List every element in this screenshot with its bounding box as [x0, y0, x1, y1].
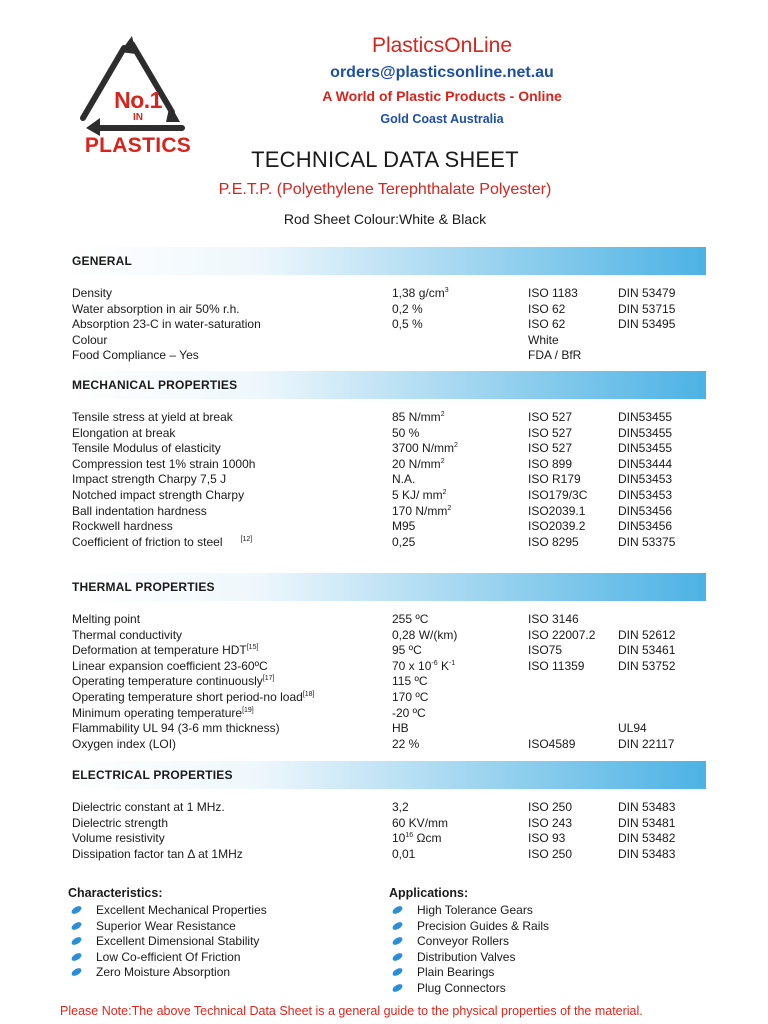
property-value-text: 10 [392, 831, 406, 846]
bullet-icon [391, 905, 404, 916]
property-row [66, 348, 706, 364]
list-items [389, 903, 689, 997]
property-value-text: 3,2 [392, 800, 409, 814]
property-value [392, 628, 457, 642]
list-item [389, 934, 689, 950]
property-name [72, 457, 255, 471]
material-name: P.E.T.P. (Polyethylene Terephthalate Polyester) [218, 181, 552, 198]
property-name-text: Notched impact strength Charpy [72, 487, 245, 502]
property-value [392, 441, 458, 455]
superscript: 3 [444, 287, 449, 294]
property-row [66, 286, 706, 302]
iso-standard: ISO 250 [528, 846, 573, 861]
property-value-text: 0,01 [392, 846, 416, 861]
property-row [66, 426, 706, 442]
property-name [72, 441, 221, 455]
iso-standard: ISO 527 [528, 410, 573, 424]
property-row [66, 410, 706, 426]
property-value-text: 255 ºC [392, 612, 429, 626]
property-name-text: Ball indentation hardness [72, 503, 207, 518]
din-standard: UL94 [618, 721, 647, 736]
din-standard: DIN 22117 [618, 736, 675, 751]
company-location: Gold Coast Australia [380, 112, 504, 126]
din-standard: DIN 53481 [618, 815, 676, 830]
bullet-icon [391, 936, 404, 947]
document-title: TECHNICAL DATA SHEET [251, 147, 519, 172]
din-standard: DIN53456 [618, 503, 673, 518]
property-value [392, 674, 428, 688]
iso-standard: ISO 527 [528, 425, 573, 440]
property-row [66, 317, 706, 333]
iso-standard: ISO 3146 [528, 612, 579, 626]
property-value [392, 816, 448, 830]
property-name [72, 317, 261, 331]
property-name-text: Dielectric constant at 1 MHz. [72, 800, 225, 814]
property-name [72, 721, 280, 735]
property-value-text: 0,28 W/(km) [392, 627, 458, 642]
property-value-text: 50 % [392, 425, 420, 440]
din-standard: DIN53453 [618, 472, 673, 487]
section-electrical [66, 761, 706, 862]
property-value-text: 60 KV/mm [392, 815, 449, 830]
property-value [392, 519, 415, 533]
property-name [72, 535, 252, 549]
list-item [68, 903, 368, 919]
list-item [389, 919, 689, 935]
property-name [72, 519, 173, 533]
property-name-text: Dielectric strength [72, 815, 169, 830]
property-row [66, 706, 706, 722]
section-header [66, 573, 706, 601]
property-name [72, 674, 274, 688]
property-row [66, 643, 706, 659]
list-item [68, 934, 368, 950]
property-name [72, 831, 165, 845]
property-name-text: Tensile Modulus of elasticity [72, 441, 221, 456]
property-row [66, 816, 706, 832]
din-standard: DIN 53495 [618, 317, 676, 332]
property-rows [66, 612, 706, 752]
material-variant: Rod Sheet Colour:White & Black [283, 211, 487, 227]
section-mechanical [66, 371, 706, 550]
property-name [72, 302, 240, 316]
list-item [68, 919, 368, 935]
property-value-text: 5 KJ/ mm [392, 487, 443, 502]
property-value-text: 85 N/mm [392, 410, 441, 424]
property-name [72, 690, 315, 704]
property-name-text: Tensile stress at yield at break [72, 410, 233, 424]
section-title: ELECTRICAL PROPERTIES [72, 768, 233, 782]
list-items [68, 903, 368, 981]
section-header [66, 247, 706, 275]
property-row [66, 333, 706, 349]
property-value [392, 612, 428, 626]
property-value [392, 643, 422, 657]
section-header [66, 761, 706, 789]
property-row [66, 302, 706, 318]
property-name [72, 333, 107, 347]
property-value [392, 847, 415, 861]
din-standard: DIN 53715 [618, 301, 676, 316]
section-title: GENERAL [72, 254, 133, 268]
property-row [66, 612, 706, 628]
bullet-icon [70, 936, 83, 947]
iso-standard: FDA / BfR [528, 348, 582, 363]
iso-standard: White [528, 332, 559, 347]
iso-standard: ISO 22007.2 [528, 627, 596, 642]
property-row [66, 441, 706, 457]
section-general [66, 247, 706, 364]
property-rows [66, 286, 706, 364]
property-value-text: 20 N/mm [392, 456, 441, 471]
property-row [66, 535, 706, 551]
property-value [392, 410, 445, 424]
din-standard: DIN53455 [618, 410, 673, 424]
characteristics-list [68, 886, 368, 981]
property-name [72, 737, 176, 751]
property-value [392, 706, 426, 720]
property-value-text: 95 ºC [392, 643, 422, 658]
superscript: 2 [454, 442, 458, 450]
bullet-icon [70, 920, 83, 931]
section-thermal [66, 573, 706, 752]
property-value-text: 0,2 % [392, 301, 423, 316]
property-name [72, 628, 182, 642]
property-value [392, 488, 447, 502]
superscript: [18] [302, 690, 315, 698]
property-value [392, 302, 423, 316]
iso-standard: ISO75 [528, 643, 563, 658]
property-value-text: 3700 N/mm [392, 441, 455, 456]
property-value-text: 1,38 g/cm [392, 286, 445, 300]
iso-standard: ISO R179 [528, 472, 581, 487]
superscript: 2 [440, 457, 445, 465]
iso-standard: ISO2039.1 [528, 503, 586, 518]
property-name-text: Water absorption in air 50% r.h. [72, 301, 240, 316]
din-standard: DIN 53375 [618, 534, 676, 549]
iso-standard: ISO2039.2 [528, 519, 586, 534]
property-value-text: 115 ºC [392, 674, 428, 689]
list-item-text: High Tolerance Gears [417, 903, 533, 917]
property-row [66, 847, 706, 863]
property-name-text: Flammability UL 94 (3-6 mm thickness) [72, 721, 280, 736]
iso-standard: ISO 93 [528, 831, 566, 846]
iso-standard: ISO 899 [528, 456, 573, 471]
iso-standard: ISO 1183 [528, 286, 578, 300]
superscript: 16 [405, 832, 414, 840]
list-item-text: Zero Moisture Absorption [96, 965, 231, 980]
property-value [392, 690, 428, 704]
property-name-text: Linear expansion coefficient 23-60ºC [72, 658, 268, 673]
superscript: 2 [442, 488, 447, 496]
list-item-text: Distribution Valves [417, 949, 516, 964]
property-name-text: Oxygen index (LOI) [72, 736, 177, 751]
property-name [72, 426, 175, 440]
property-name-text: Rockwell hardness [72, 519, 173, 534]
characteristics-title: Characteristics: [68, 886, 163, 900]
section-title: MECHANICAL PROPERTIES [72, 378, 238, 392]
list-item-text: Excellent Dimensional Stability [96, 934, 260, 949]
list-item-text: Plug Connectors [417, 980, 506, 995]
property-name [72, 472, 226, 486]
property-value-text: M95 [392, 519, 416, 534]
property-value [392, 535, 415, 549]
superscript: 2 [440, 411, 445, 418]
property-name-text: Compression test 1% strain 1000h [72, 456, 256, 471]
property-name-text: Impact strength Charpy 7,5 J [72, 472, 227, 487]
property-value [392, 721, 409, 735]
bullet-icon [391, 951, 404, 962]
logo-plastics-text: PLASTICS [84, 134, 192, 157]
property-value [392, 831, 441, 845]
property-row [66, 472, 706, 488]
list-item-text: Plain Bearings [417, 965, 495, 980]
property-value-text: 0,25 [392, 534, 416, 549]
property-name [72, 706, 254, 720]
iso-standard: ISO179/3C [528, 487, 588, 502]
superscript: 2 [447, 504, 452, 512]
property-name [72, 800, 225, 814]
din-standard: DIN53444 [618, 456, 673, 471]
property-value-text: 70 x 10 [392, 658, 432, 673]
company-tagline: A World of Plastic Products - Online [322, 88, 562, 104]
property-value [392, 317, 423, 331]
din-standard: DIN 52612 [618, 627, 676, 642]
superscript: -1 [448, 659, 456, 667]
property-value-text: 0,5 % [392, 317, 423, 332]
contact-email[interactable]: orders@plasticsonline.net.au [330, 64, 554, 81]
company-name: PlasticsOnLine [371, 34, 513, 57]
property-value-text: -20 ºC [392, 705, 426, 720]
property-name [72, 348, 199, 362]
property-name-text: Elongation at break [72, 425, 176, 440]
superscript: [17] [262, 675, 275, 683]
property-name-text: Food Compliance – Yes [72, 348, 199, 363]
property-value [392, 800, 409, 814]
din-standard: DIN 53752 [618, 658, 676, 673]
property-name-text: Operating temperature continuously [72, 674, 263, 689]
property-row [66, 519, 706, 535]
list-item [389, 903, 689, 919]
applications-title: Applications: [389, 886, 469, 900]
din-standard: DIN53453 [618, 487, 673, 502]
superscript: [15] [246, 644, 259, 652]
property-name-text: Volume resistivity [72, 831, 165, 846]
property-row [66, 690, 706, 706]
bullet-icon [391, 920, 404, 931]
property-name [72, 847, 243, 861]
property-name-text: Absorption 23-C in water-saturation [72, 317, 261, 332]
bullet-icon [70, 951, 83, 962]
property-name [72, 643, 258, 657]
list-item-text: Superior Wear Resistance [96, 918, 236, 933]
list-item-text: Low Co-efficient Of Friction [96, 949, 241, 964]
property-row [66, 628, 706, 644]
property-name-text: Operating temperature short period-no load [72, 689, 303, 704]
property-value-text: N.A. [392, 472, 416, 487]
property-rows [66, 800, 706, 862]
iso-standard: ISO 250 [528, 800, 573, 814]
din-standard: DIN53456 [618, 519, 673, 534]
property-row [66, 659, 706, 675]
property-name-text: Dissipation factor tan Δ at 1MHz [72, 846, 243, 861]
property-name-text: Coefficient of friction to steel [72, 534, 223, 549]
value-unit: K [437, 658, 449, 673]
property-row [66, 800, 706, 816]
property-value-text: 170 ºC [392, 689, 429, 704]
property-rows [66, 410, 706, 550]
property-row [66, 831, 706, 847]
iso-standard: ISO 8295 [528, 534, 579, 549]
section-header [66, 371, 706, 399]
reference-note: [12] [240, 535, 253, 543]
din-standard: DIN 53483 [618, 846, 676, 861]
list-item-text: Conveyor Rollers [417, 934, 510, 949]
property-row [66, 674, 706, 690]
property-value-text: 170 N/mm [392, 503, 448, 518]
property-value [392, 737, 419, 751]
superscript: -6 [431, 659, 438, 667]
din-standard: DIN 53483 [618, 800, 676, 814]
property-row [66, 721, 706, 737]
list-item [389, 965, 689, 981]
property-row [66, 457, 706, 473]
property-name-text: Melting point [72, 612, 141, 626]
property-name [72, 659, 268, 673]
property-value [392, 286, 449, 300]
bullet-icon [70, 967, 83, 978]
iso-standard: ISO 527 [528, 441, 573, 456]
iso-standard: ISO 243 [528, 815, 573, 830]
property-value-text: 22 % [392, 736, 420, 751]
list-item-text: Precision Guides & Rails [417, 918, 550, 933]
logo-no1-text: No.1 [114, 87, 162, 113]
property-name-text: Density [72, 286, 113, 300]
property-value [392, 457, 445, 471]
property-row [66, 737, 706, 753]
superscript: [19] [242, 706, 254, 714]
property-name [72, 612, 140, 626]
applications-list [389, 886, 689, 997]
iso-standard: ISO 62 [528, 301, 566, 316]
property-value [392, 426, 419, 440]
bullet-icon [391, 983, 404, 994]
din-standard: DIN53455 [618, 441, 673, 456]
din-standard: DIN53455 [618, 425, 673, 440]
list-item [389, 981, 689, 997]
iso-standard: ISO4589 [528, 736, 576, 751]
property-name-text: Minimum operating temperature [72, 705, 243, 720]
logo-in-text: IN [133, 112, 143, 123]
din-standard: DIN 53482 [618, 831, 676, 846]
property-value [392, 504, 451, 518]
property-name [72, 816, 168, 830]
property-value-text: HB [392, 721, 409, 736]
property-name-text: Colour [72, 332, 108, 347]
property-name [72, 286, 112, 300]
property-row [66, 504, 706, 520]
bullet-icon [391, 967, 404, 978]
property-name-text: Thermal conductivity [72, 627, 183, 642]
din-standard: DIN 53461 [618, 643, 676, 658]
property-name [72, 488, 244, 502]
list-item [389, 950, 689, 966]
property-name [72, 410, 233, 424]
value-unit: Ωcm [413, 831, 442, 846]
logo [74, 32, 204, 162]
list-item [68, 950, 368, 966]
property-value [392, 659, 455, 673]
list-item [68, 965, 368, 981]
property-name-text: Deformation at temperature HDT [72, 643, 247, 658]
property-row [66, 488, 706, 504]
property-value [392, 472, 415, 486]
section-title: THERMAL PROPERTIES [72, 580, 215, 594]
iso-standard: ISO 11359 [528, 658, 585, 673]
list-item-text: Excellent Mechanical Properties [96, 903, 267, 917]
disclaimer-note: Please Note:The above Technical Data Sheet is a general guide to the physical properties of the material. [60, 1004, 643, 1018]
property-name [72, 504, 207, 518]
iso-standard: ISO 62 [528, 317, 566, 332]
bullet-icon [70, 905, 83, 916]
din-standard: DIN 53479 [618, 286, 676, 300]
